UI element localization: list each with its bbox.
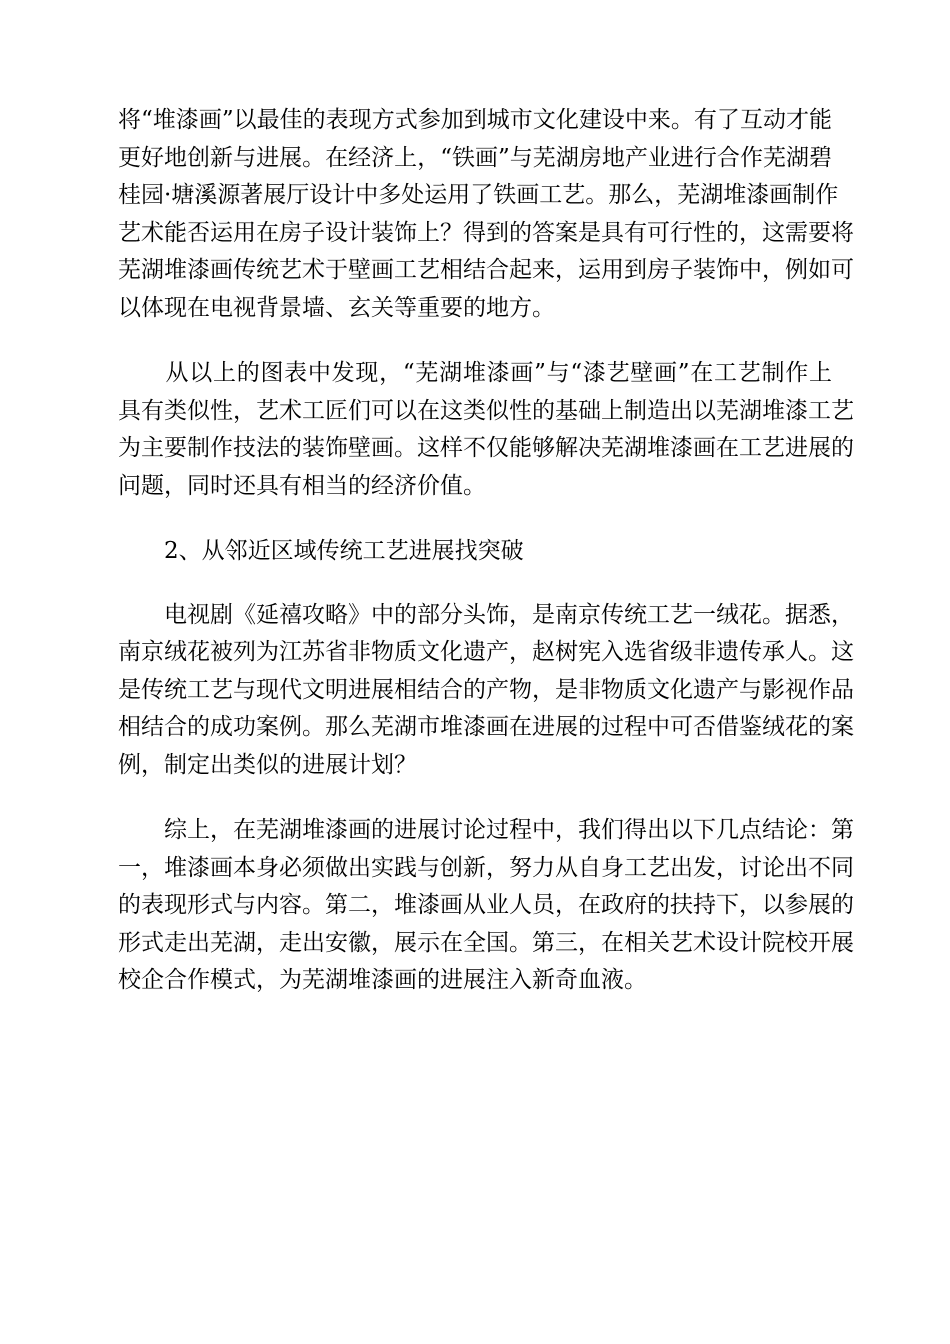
section-heading	[118, 533, 832, 571]
paragraph-line: 芜湖堆漆画传统艺术于壁画工艺相结合起来，运用到房子装饰中，例如可	[118, 257, 854, 283]
paragraph-line: 问题，同时还具有相当的经济价值。	[118, 472, 486, 499]
paragraph-line: 更好地创新与进展。在经济上，“铁画”与芜湖房地产业进行合作芜湖碧	[118, 144, 832, 171]
paragraph-line: 校企合作模式，为芜湖堆漆画的进展注入新奇血液。	[118, 967, 647, 993]
paragraph-1	[118, 102, 854, 327]
paragraph-line: 将“堆漆画”以最佳的表现方式参加到城市文化建设中来。有了互动才能	[118, 107, 832, 133]
paragraph-line: 为主要制作技法的装饰壁画。这样不仅能够解决芜湖堆漆画在工艺进展的	[118, 435, 854, 461]
paragraph-line: 形式走出芜湖，走出安徽，展示在全国。第三，在相关艺术设计院校开展	[118, 929, 854, 956]
paragraph-line: 南京绒花被列为江苏省非物质文化遗产，赵树宪入选省级非遗传承人。这	[118, 639, 854, 665]
document-body	[118, 102, 854, 1028]
paragraph-line: 是传统工艺与现代文明进展相结合的产物，是非物质文化遗产与影视作品	[118, 676, 854, 703]
paragraph-3	[118, 597, 854, 785]
paragraph-line: 的表现形式与内容。第二，堆漆画从业人员，在政府的扶持下，以参展的	[118, 892, 854, 918]
section-heading-text: 2、从邻近区域传统工艺进展找突破	[118, 538, 524, 564]
paragraph-4	[118, 812, 854, 1000]
paragraph-line: 从以上的图表中发现，“芜湖堆漆画”与“漆艺壁画”在工艺制作上	[118, 360, 832, 386]
paragraph-line: 综上，在芜湖堆漆画的进展讨论过程中，我们得出以下几点结论：第	[118, 817, 854, 843]
paragraph-line: 艺术能否运用在房子设计装饰上？得到的答案是具有可行性的，这需要将	[118, 219, 854, 246]
paragraph-line: 电视剧《延禧攻略》中的部分头饰，是南京传统工艺一绒花。据悉，	[118, 601, 854, 628]
paragraph-2	[118, 355, 854, 505]
paragraph-line: 桂园·塘溪源著展厅设计中多处运用了铁画工艺。那么，芜湖堆漆画制作	[118, 182, 839, 208]
paragraph-line: 相结合的成功案例。那么芜湖市堆漆画在进展的过程中可否借鉴绒花的案	[118, 714, 854, 740]
paragraph-line: 具有类似性，艺术工匠们可以在这类似性的基础上制造出以芜湖堆漆工艺	[118, 397, 854, 424]
paragraph-line: 一，堆漆画本身必须做出实践与创新，努力从自身工艺出发，讨论出不同	[118, 854, 854, 881]
paragraph-line: 以体现在电视背景墙、玄关等重要的地方。	[118, 294, 555, 321]
paragraph-line: 例，制定出类似的进展计划？	[118, 751, 417, 778]
